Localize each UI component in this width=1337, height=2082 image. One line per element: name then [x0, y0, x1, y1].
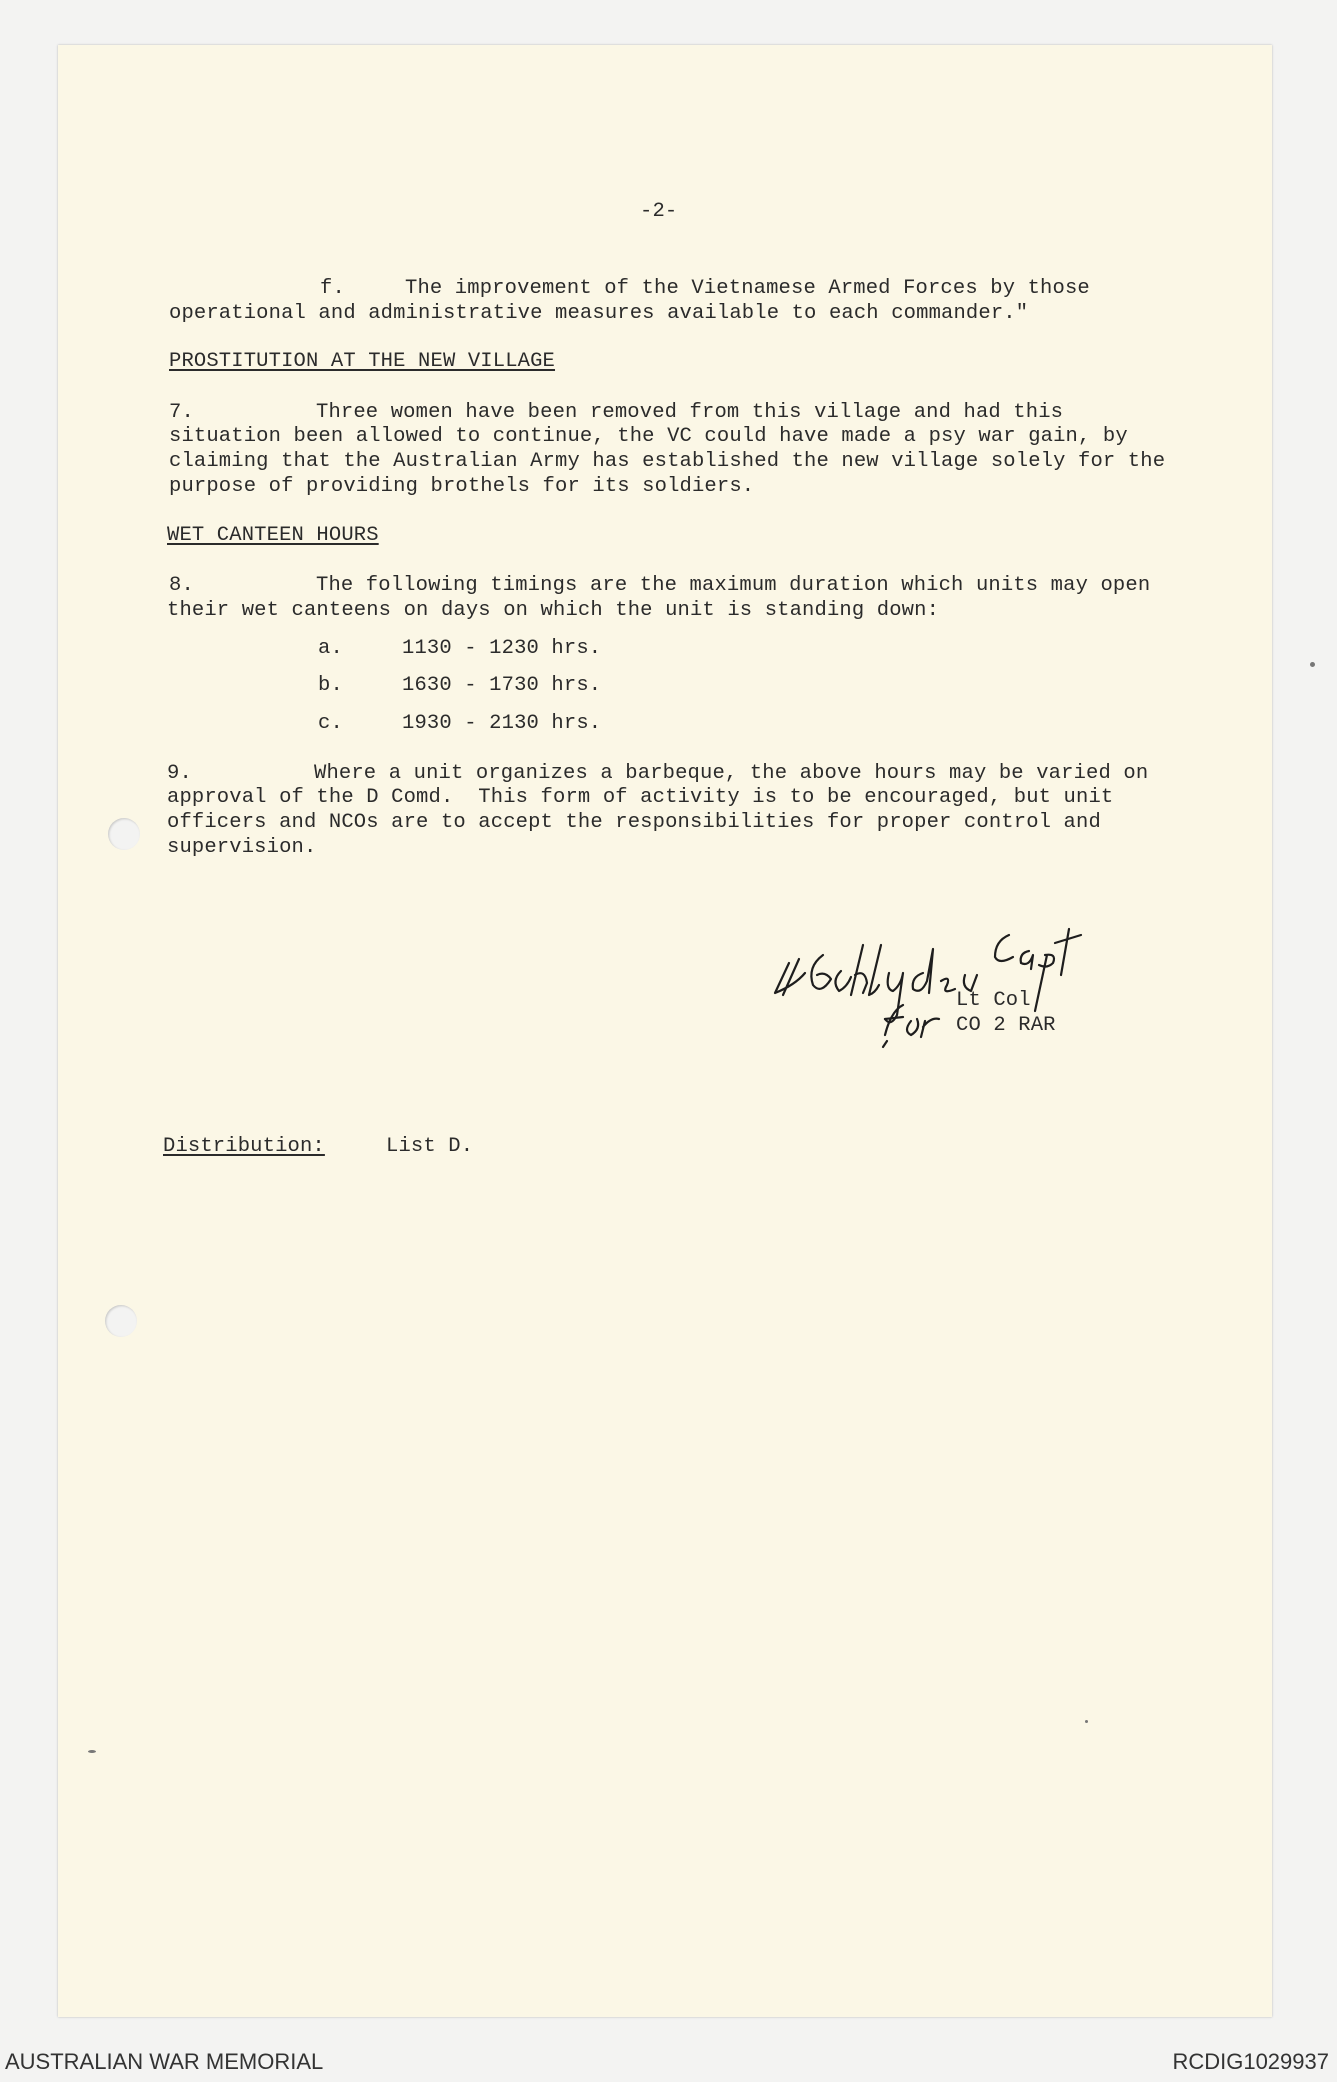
timing-c-label: c. — [318, 712, 343, 735]
document-page — [58, 45, 1272, 2017]
para-f-line-1: The improvement of the Vietnamese Armed Forces by those — [405, 277, 1090, 300]
para-7-line-1: Three women have been removed from this village and had this — [316, 401, 1064, 424]
paper-speck — [1310, 662, 1315, 667]
para-7-line-2: situation been allowed to continue, the VC could have made a psy war gain, by — [169, 425, 1128, 448]
timing-c-value: 1930 - 2130 hrs. — [402, 712, 602, 735]
para-8-line-1: The following timings are the maximum duration which units may open — [316, 574, 1151, 597]
punch-hole-top — [108, 818, 140, 850]
para-9-line-4: supervision. — [167, 836, 317, 859]
distribution-label: Distribution: — [163, 1135, 325, 1158]
distribution-value: List D. — [386, 1135, 474, 1158]
para-9-line-3: officers and NCOs are to accept the responsibilities for proper control and — [167, 811, 1101, 834]
heading-prostitution: PROSTITUTION AT THE NEW VILLAGE — [169, 350, 556, 373]
timing-a-label: a. — [318, 637, 343, 660]
para-7-line-3: claiming that the Australian Army has established the new village solely for the — [169, 450, 1166, 473]
para-9-line-2: approval of the D Comd. This form of activity is to be encouraged, but unit — [167, 786, 1114, 809]
page-number: -2- — [640, 200, 678, 223]
para-8-line-2: their wet canteens on days on which the unit is standing down: — [167, 599, 940, 622]
timing-a-value: 1130 - 1230 hrs. — [402, 637, 602, 660]
timing-b-label: b. — [318, 674, 343, 697]
footer-archive-name: AUSTRALIAN WAR MEMORIAL — [5, 2049, 324, 2074]
para-9-line-1: Where a unit organizes a barbeque, the above hours may be varied on — [314, 762, 1149, 785]
para-f-label: f. — [320, 277, 345, 300]
signature-unit: CO 2 RAR — [956, 1014, 1056, 1037]
punch-hole-bottom — [105, 1305, 137, 1337]
para-f-line-2: operational and administrative measures available to each commander." — [169, 302, 1029, 325]
para-9-label: 9. — [167, 762, 192, 785]
paper-speck — [88, 1750, 96, 1753]
para-7-line-4: purpose of providing brothels for its soldiers. — [169, 475, 755, 498]
heading-canteen: WET CANTEEN HOURS — [167, 524, 379, 547]
timing-b-value: 1630 - 1730 hrs. — [402, 674, 602, 697]
para-7-label: 7. — [169, 401, 194, 424]
paper-speck — [1085, 1720, 1088, 1723]
footer-record-id: RCDIG1029937 — [1172, 2049, 1329, 2074]
para-8-label: 8. — [169, 574, 194, 597]
signature-rank: Lt Col — [956, 989, 1031, 1012]
